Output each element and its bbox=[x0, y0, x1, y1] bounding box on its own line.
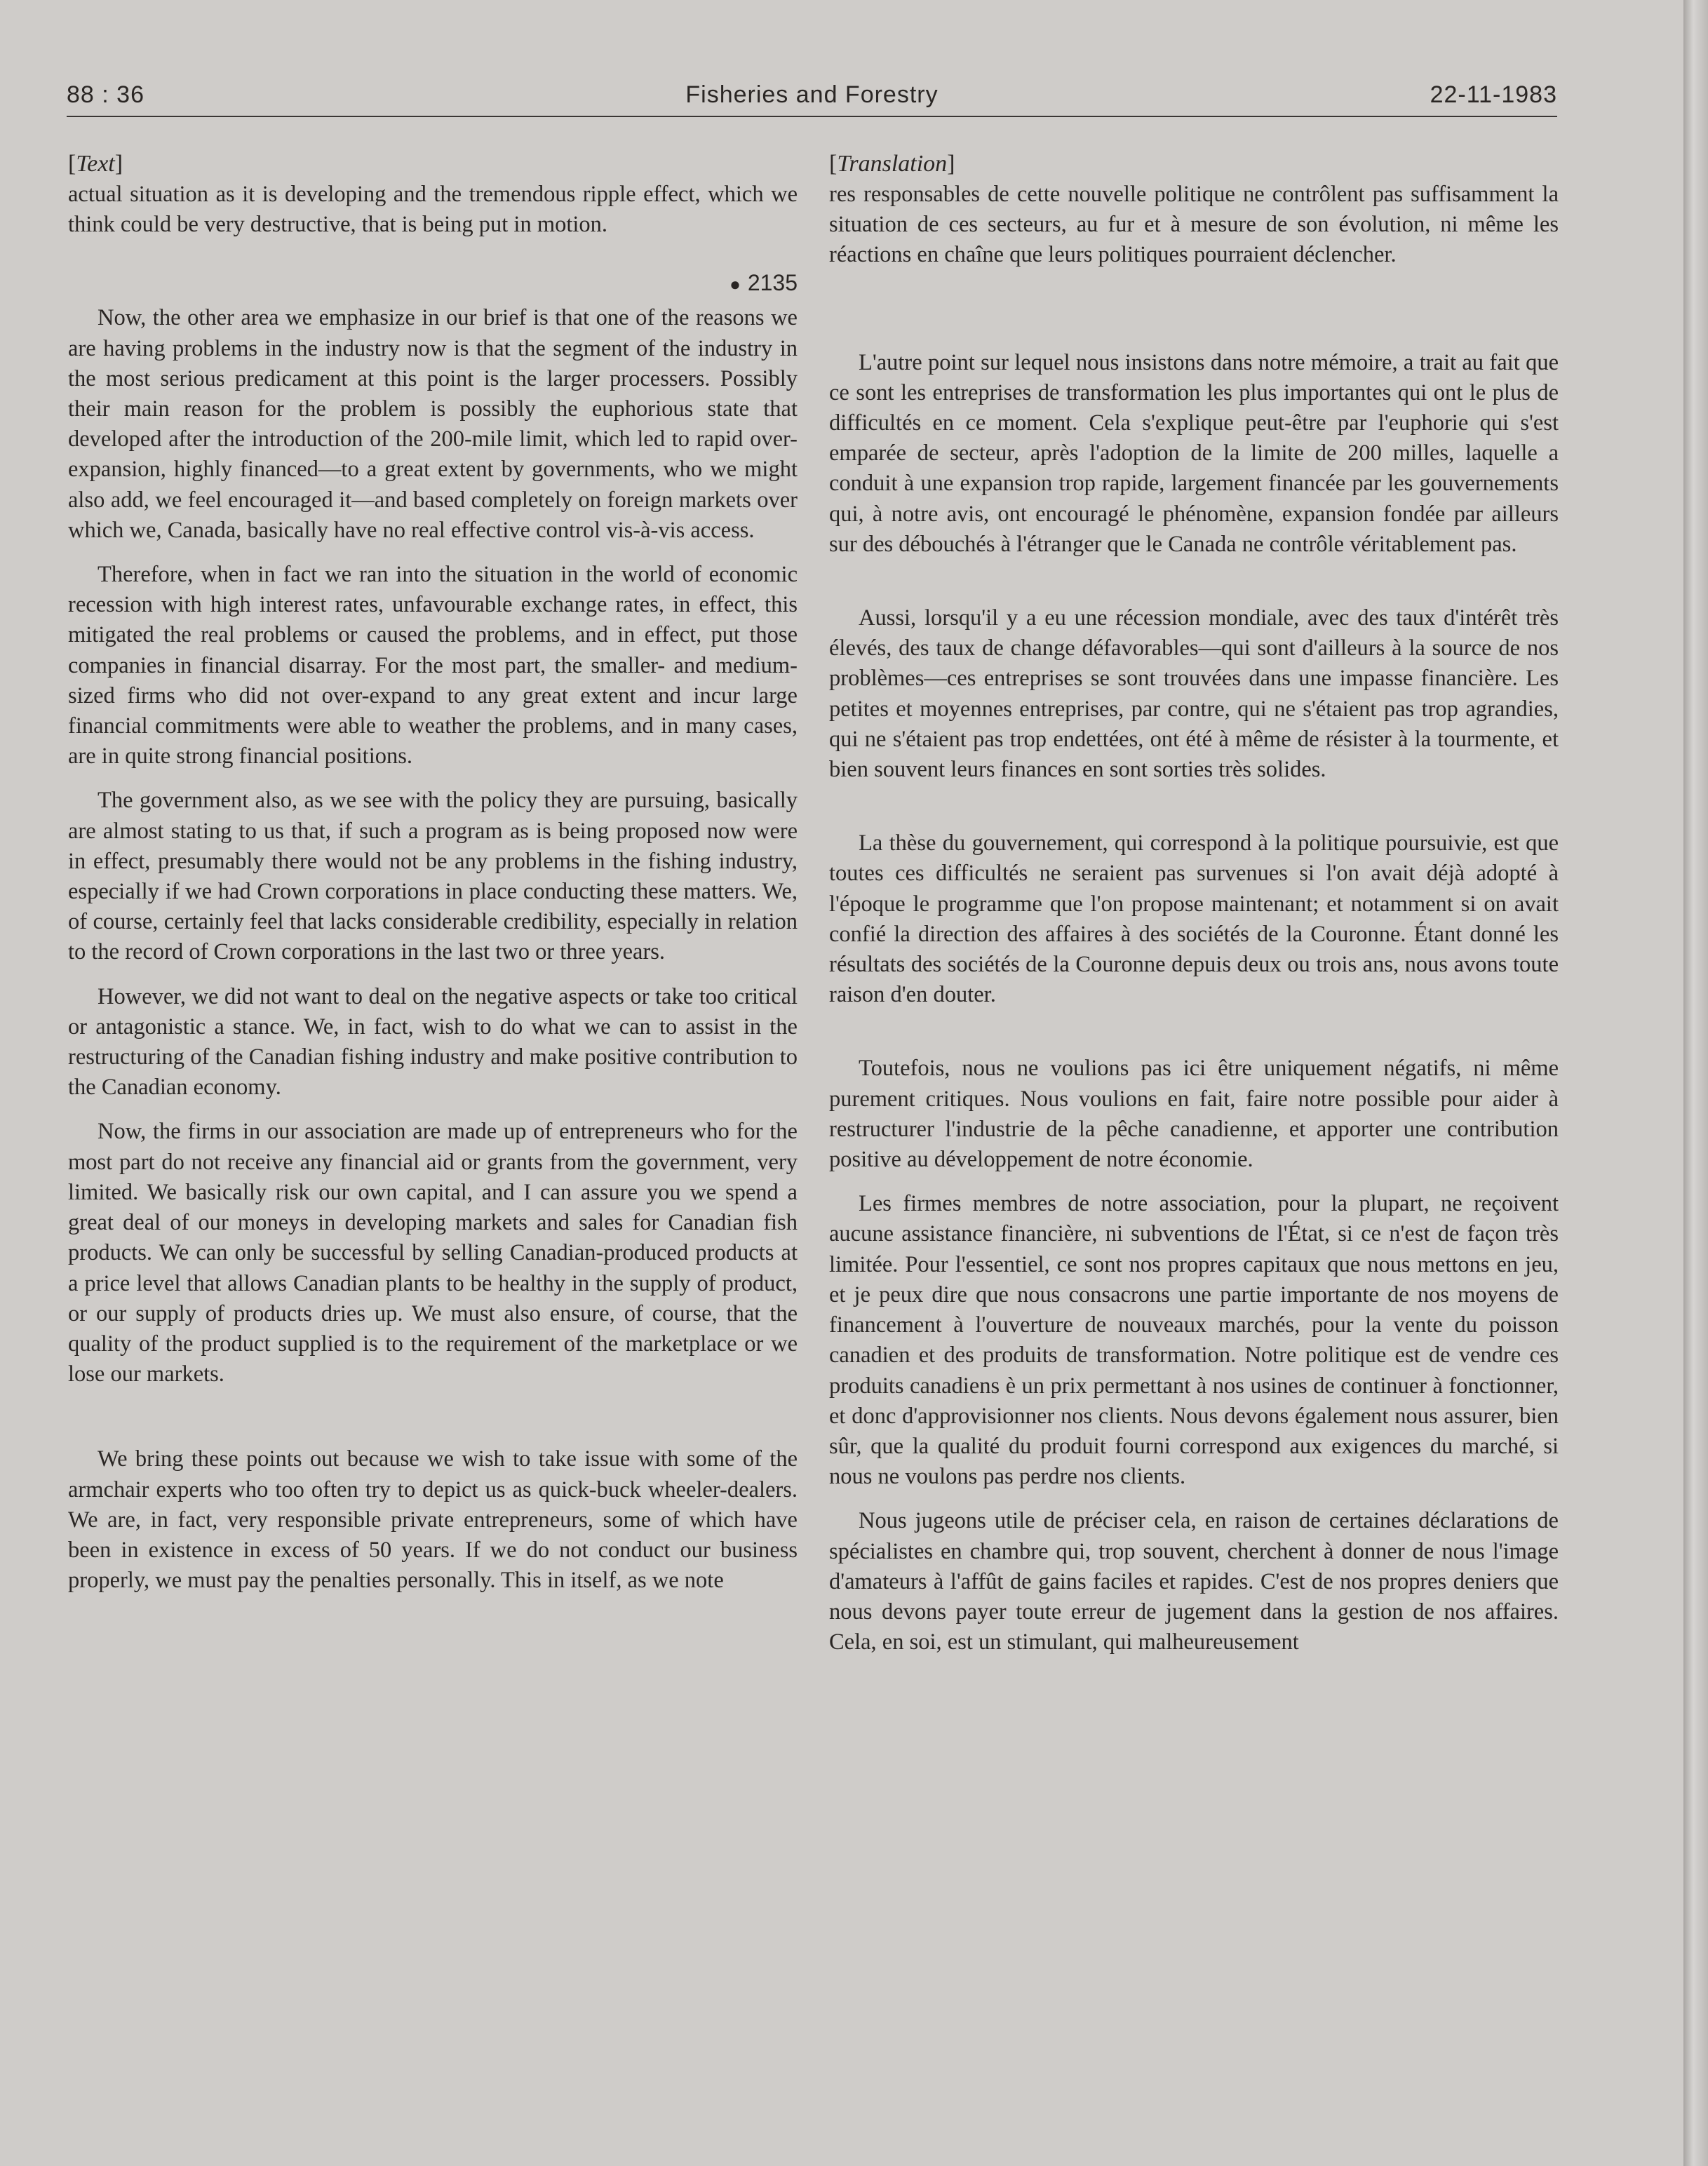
paragraph: Nous jugeons utile de préciser cela, en raison de certaines déclarations de spécialistes en chambre qui, trop souvent, cherchent à donner de nous l'image d'amateurs à l'affût de gains faciles et rapides. C'est de nos propres deniers que nous devons payer toute erreur de jugement dans la gestion de nos affaires. Cela, en soi, est un stimulant, qui malheureusement bbox=[829, 1508, 1559, 1655]
paragraph: Aussi, lorsqu'il y a eu une récession mondiale, avec des taux d'intérêt très élevés, des taux de change défavorables—qui sont d'ailleurs à la source de nos problèmes—ces entreprises se sont trouvées dans une impasse financière. Les petites et moyennes entreprises, par contre, qui ne s'étaient pas trop agrandies, qui ne s'étaient pas trop endettées, ont été à même de résister à la tourmente, et bien souvent leurs finances en sont sorties très solides. bbox=[829, 605, 1559, 783]
paragraph: The government also, as we see with the policy they are pursuing, basically are almost stating to us that, if such a program as is being proposed now were in effect, presumably there would not be any problems in the fishing industry, especially if we had Crown corporations in place conducting these matters. We, of course, certainly feel that lacks considerable credibility, especially in relation to the record of Crown corporations in the last two or three years. bbox=[68, 788, 798, 965]
english-column bbox=[68, 149, 798, 1596]
page-title: Fisheries and Forestry bbox=[685, 81, 939, 108]
column-label-text: Translation bbox=[837, 151, 948, 177]
page-edge bbox=[1683, 0, 1708, 2166]
page-number: 88 : 36 bbox=[67, 81, 144, 108]
paragraph: Toutefois, nous ne voulions pas ici être uniquement négatifs, ni même purement critiques. Nous voulions en fait, faire notre possible pour aider à restructurer l'industrie de la pêche canadienne, et apporter une contribution positive au développement de notre économie. bbox=[829, 1056, 1559, 1173]
paragraph: Les firmes membres de notre association, pour la plupart, ne reçoivent aucune assistance financière, ni subventions de l'État, si ce n'est de façon très limitée. Pour l'essentiel, ce sont nos propres capitaux que nous mettons en jeu, et je peux dire que nous consacrons une partie importante de nos moyens de financement à l'ouverture de nouveaux marchés, pour la vente du poisson canadien et des produits de transformation. Notre politique est de vendre ces produits canadiens è un prix permettant à nos usines de continuer à fonctionner, et donc d'approvisionner nos clients. Nous devons également nous assurer, bien sûr, que la qualité du produit fourni correspond aux exigences du marché, si nous ne voulons pas perdre nos clients. bbox=[829, 1191, 1559, 1490]
header-date: 22-11-1983 bbox=[1430, 81, 1557, 108]
paragraph: actual situation as it is developing and the tremendous ripple effect, which we think could be very destructive, that is being put in motion. bbox=[68, 182, 798, 238]
french-column bbox=[829, 149, 1559, 1657]
paragraph: However, we did not want to deal on the negative aspects or take too critical or antagonistic a stance. We, in fact, wish to do what we can to assist in the restructuring of the Canadian fishing industry and make positive contribution to the Canadian economy. bbox=[68, 983, 798, 1101]
column-label-text: Text bbox=[76, 151, 115, 177]
paragraph: res responsables de cette nouvelle politique ne contrôlent pas suffisamment la situation de ces secteurs, au fur et à mesure de son évolution, ni même les réactions en chaîne que leurs politiques pourraient déclencher. bbox=[829, 182, 1559, 268]
bullet-icon: ● bbox=[729, 274, 741, 295]
time-marker bbox=[68, 240, 798, 299]
paragraph: Therefore, when in fact we ran into the situation in the world of economic recession with high interest rates, unfavourable exchange rates, in effect, this mitigated the real problems or caused the problems, and in effect, put those companies in financial disarray. For the most part, the smaller- and medium-sized firms who did not over-expand to any great extent and incur large financial commitments were able to weather the problems, and in many cases, are in quite strong financial positions. bbox=[68, 562, 798, 769]
paragraph: La thèse du gouvernement, qui correspond à la politique poursuivie, est que toutes ces difficultés ne seraient pas survenues si l'on avait déjà adopté à l'époque le programme que l'on propose maintenant; et notamment si on avait confié la direction des affaires à des sociétés de la Couronne. Étant donné les résultats des sociétés de la Couronne depuis deux ou trois ans, nous avons toute raison d'en douter. bbox=[829, 830, 1559, 1008]
paragraph: Now, the other area we emphasize in our brief is that one of the reasons we are having problems in the industry now is that the segment of the industry in the most serious predicament at this point is the larger processers. Possibly their main reason for the problem is possibly the euphorious state that developed after the introduction of the 200-mile limit, which led to rapid over-expansion, highly financed—to a great extent by governments, who we might also add, we feel encouraged it—and based completely on foreign markets over which we, Canada, basically have no real effective control vis-à-vis access. bbox=[68, 305, 798, 543]
paragraph: We bring these points out because we wish to take issue with some of the armchair experts who too often try to depict us as quick-buck wheeler-dealers. We are, in fact, very responsible private entrepreneurs, some of which have been in existence in excess of 50 years. If we do not conduct our business properly, we must pay the penalties personally. This in itself, as we note bbox=[68, 1446, 798, 1594]
paragraph: L'autre point sur lequel nous insistons dans notre mémoire, a trait au fait que ce sont les entreprises de transformation les plus importantes qui ont le plus de difficultés en ce moment. Cela s'explique peut-être par l'euphorie qui s'est emparée de secteur, après l'adoption de la limite de 200 milles, laquelle a conduit à une expansion trop rapide, largement financée par les gouvernements qui, à notre avis, ont encouragé le phénomène, expansion fondée par ailleurs sur des débouchés à l'étranger que le Canada ne contrôle véritablement pas. bbox=[829, 349, 1559, 557]
header-rule bbox=[67, 116, 1557, 117]
column-label: [Text] bbox=[68, 151, 123, 177]
time-marker-text: 2135 bbox=[747, 270, 798, 296]
column-label: [Translation] bbox=[829, 151, 955, 177]
running-header bbox=[67, 76, 1557, 115]
paragraph: Now, the firms in our association are made up of entrepreneurs who for the most part do not receive any financial aid or grants from the government, very limited. We basically risk our own capital, and I can assure you we spend a great deal of our moneys in developing markets and sales for Canadian fish products. We can only be successful by selling Canadian-produced products at a price level that allows Canadian plants to be healthy in the supply of product, or our supply of products dries up. We must also ensure, of course, that the quality of the product supplied is to the requirement of the marketplace or we lose our markets. bbox=[68, 1119, 798, 1387]
